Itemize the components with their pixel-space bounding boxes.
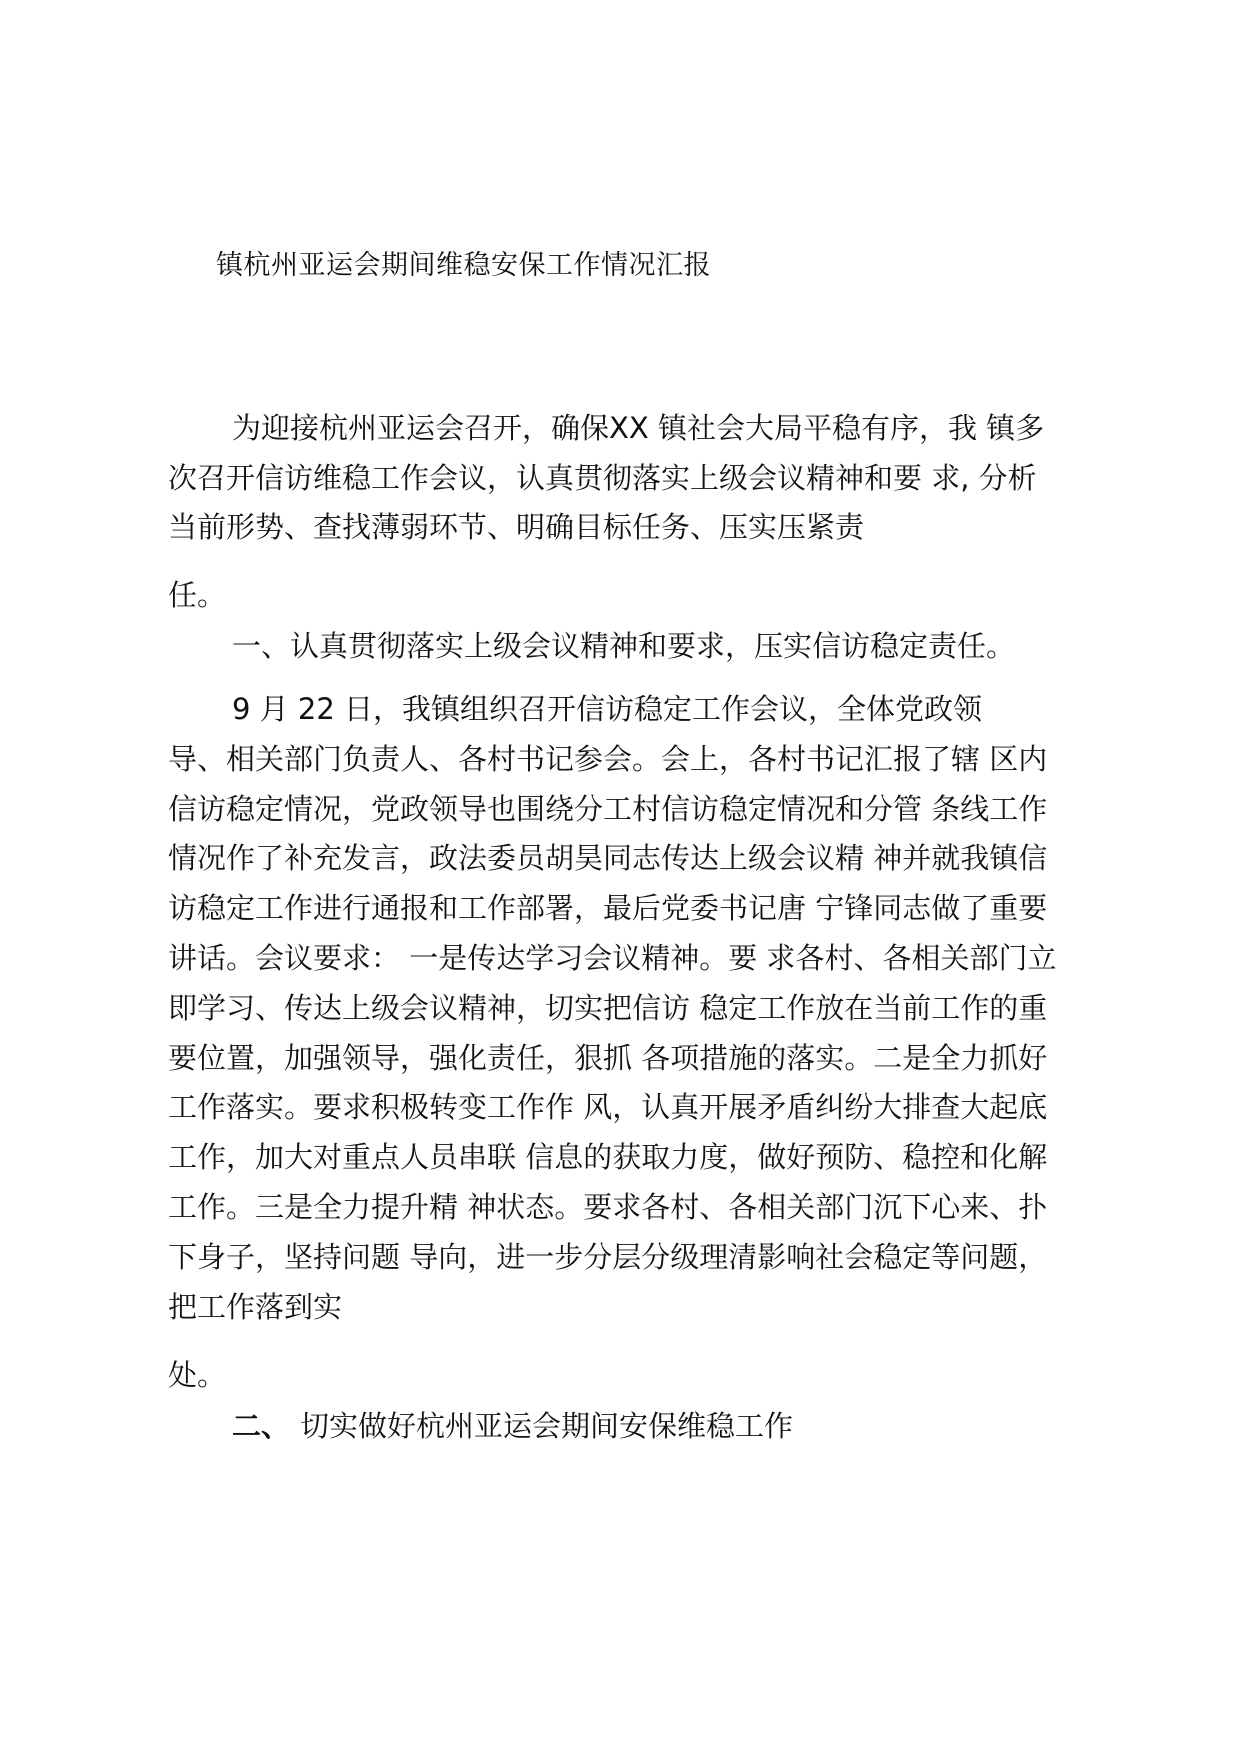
section2-heading-number: 二、 <box>232 1409 291 1443</box>
section1-line-5: 访稳定工作进行通报和工作部署，最后党委书记唐 宁锋同志做了重要 <box>168 891 1048 925</box>
section1-line-7: 即学习、传达上级会议精神，切实把信访 稳定工作放在当前工作的重 <box>168 991 1048 1025</box>
section1-line-12: 下身子，坚持问题 导向，进一步分层分级理清影响社会稳定等问题， <box>168 1240 1048 1274</box>
section1-heading: 一、认真贯彻落实上级会议精神和要求，压实信访稳定责任。 <box>232 629 1016 663</box>
section1-line-13: 把工作落到实 <box>168 1290 343 1324</box>
section2-heading: 切实做好杭州亚运会期间安保维稳工作 <box>300 1409 794 1443</box>
section1-line-3: 信访稳定情况，党政领导也围绕分工村信访稳定情况和分管 条线工作 <box>168 792 1048 826</box>
section1-line-8: 要位置，加强领导，强化责任，狠抓 各项措施的落实。二是全力抓好 <box>168 1041 1048 1075</box>
intro-line-3: 当前形势、查找薄弱环节、明确目标任务、压实压紧责 <box>168 510 865 544</box>
section1-line-6: 讲话。会议要求： 一是传达学习会议精神。要 求各村、各相关部门立 <box>168 941 1057 975</box>
section1-line-14: 处。 <box>168 1358 227 1392</box>
section1-line-9: 工作落实。要求积极转变工作作 风，认真开展矛盾纠纷大排查大起底 <box>168 1090 1048 1124</box>
intro-line-2: 次召开信访维稳工作会议，认真贯彻落实上级会议精神和要 求, 分析 <box>168 461 1037 495</box>
section1-line-1: 9 月 22 日，我镇组织召开信访稳定工作会议，全体党政领 <box>232 692 983 726</box>
section1-line-2: 导、相关部门负责人、各村书记参会。会上，各村书记汇报了辖 区内 <box>168 742 1048 776</box>
section1-line-10: 工作，加大对重点人员串联 信息的获取力度，做好预防、稳控和化解 <box>168 1140 1048 1174</box>
document-title: 镇杭州亚运会期间维稳安保工作情况汇报 <box>216 250 711 281</box>
section1-line-4: 情况作了补充发言，政法委员胡昊同志传达上级会议精 神并就我镇信 <box>168 841 1048 875</box>
intro-line-1: 为迎接杭州亚运会召开，确保XX 镇社会大局平稳有序，我 镇多 <box>232 411 1045 445</box>
section1-line-11: 工作。三是全力提升精 神状态。要求各村、各相关部门沉下心来、扑 <box>168 1190 1048 1224</box>
intro-line-4: 任。 <box>168 578 227 612</box>
